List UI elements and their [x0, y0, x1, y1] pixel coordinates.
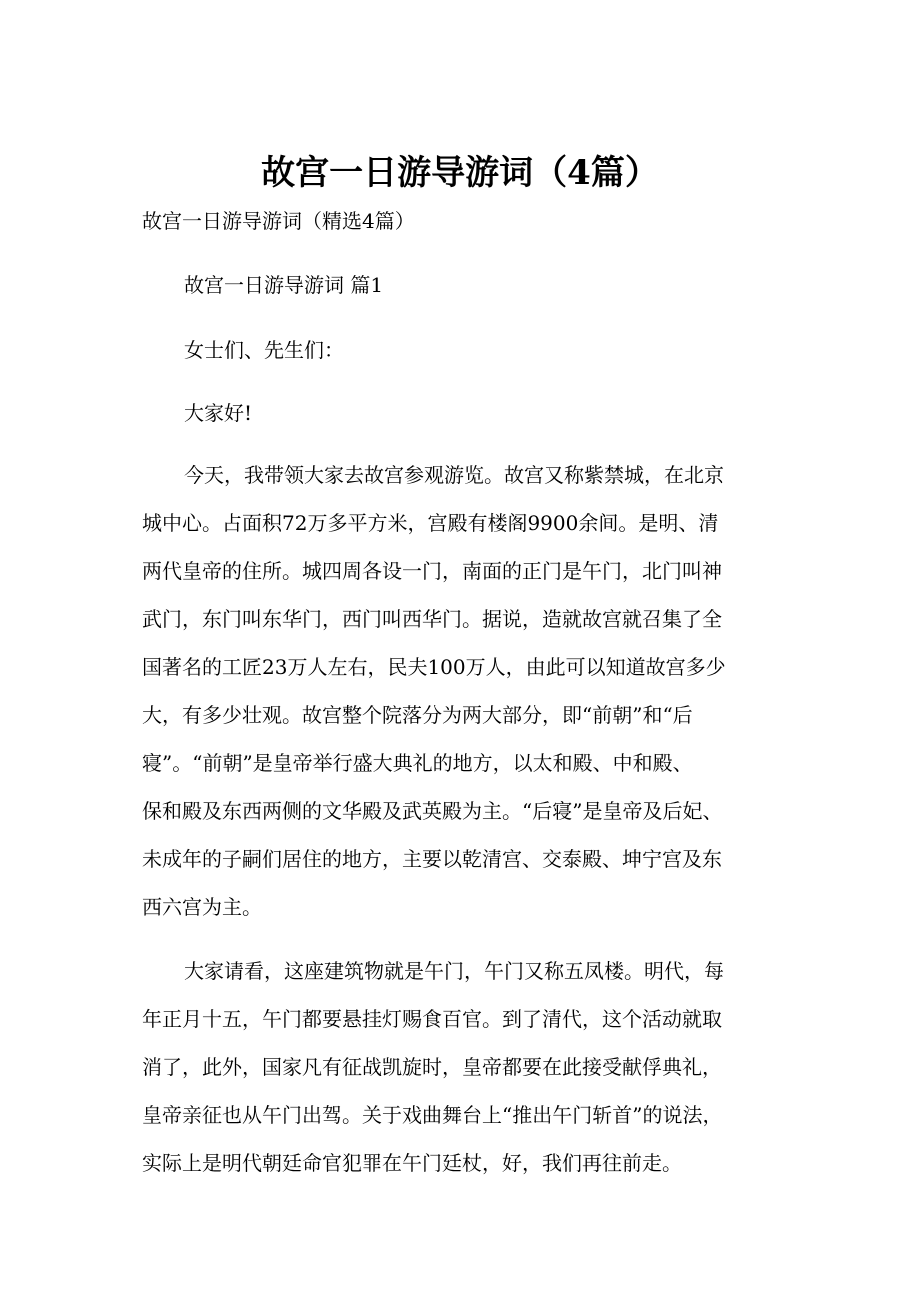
paragraph-line: 武门，东门叫东华门，西门叫西华门。据说，造就故宫就召集了全 — [142, 607, 722, 631]
paragraph-line: 城中心。占面积72万多平方米，宫殿有楼阁9900余间。是明、清 — [142, 511, 719, 535]
paragraph-line: 今天，我带领大家去故宫参观游览。故宫又称紫禁城，在北京 — [184, 463, 724, 487]
paragraph-line: 国著名的工匠23万人左右，民夫100万人，由此可以知道故宫多少 — [142, 655, 726, 679]
paragraph-line: 大家请看，这座建筑物就是午门，午门又称五凤楼。明代，每 — [184, 959, 724, 983]
greeting-hello: 大家好! — [184, 401, 253, 425]
document-subtitle: 故宫一日游导游词（精选4篇） — [142, 209, 415, 233]
section-heading: 故宫一日游导游词 篇1 — [184, 273, 384, 297]
paragraph-line: 大，有多少壮观。故宫整个院落分为两大部分，即“前朝”和“后 — [142, 703, 693, 727]
paragraph-line: 保和殿及东西两侧的文华殿及武英殿为主。“后寝”是皇帝及后妃、 — [142, 799, 723, 823]
paragraph-line: 实际上是明代朝廷命官犯罪在午门廷杖，好，我们再往前走。 — [142, 1151, 682, 1175]
paragraph-line: 消了，此外，国家凡有征战凯旋时，皇帝都要在此接受献俘典礼， — [142, 1055, 722, 1079]
paragraph-line: 未成年的子嗣们居住的地方，主要以乾清宫、交泰殿、坤宁宫及东 — [142, 847, 722, 871]
paragraph-line: 年正月十五，午门都要悬挂灯赐食百官。到了清代，这个活动就取 — [142, 1007, 722, 1031]
paragraph-line: 寝”。“前朝”是皇帝举行盛大典礼的地方，以太和殿、中和殿、 — [142, 751, 693, 775]
paragraph-line: 西六宫为主。 — [142, 895, 262, 919]
paragraph-line: 两代皇帝的住所。城四周各设一门，南面的正门是午门，北门叫神 — [142, 559, 722, 583]
greeting-address: 女士们、先生们： — [184, 338, 344, 362]
paragraph-line: 皇帝亲征也从午门出驾。关于戏曲舞台上“推出午门斩首”的说法， — [142, 1103, 723, 1127]
document-title: 故宫一日游导游词（4篇） — [261, 153, 659, 193]
